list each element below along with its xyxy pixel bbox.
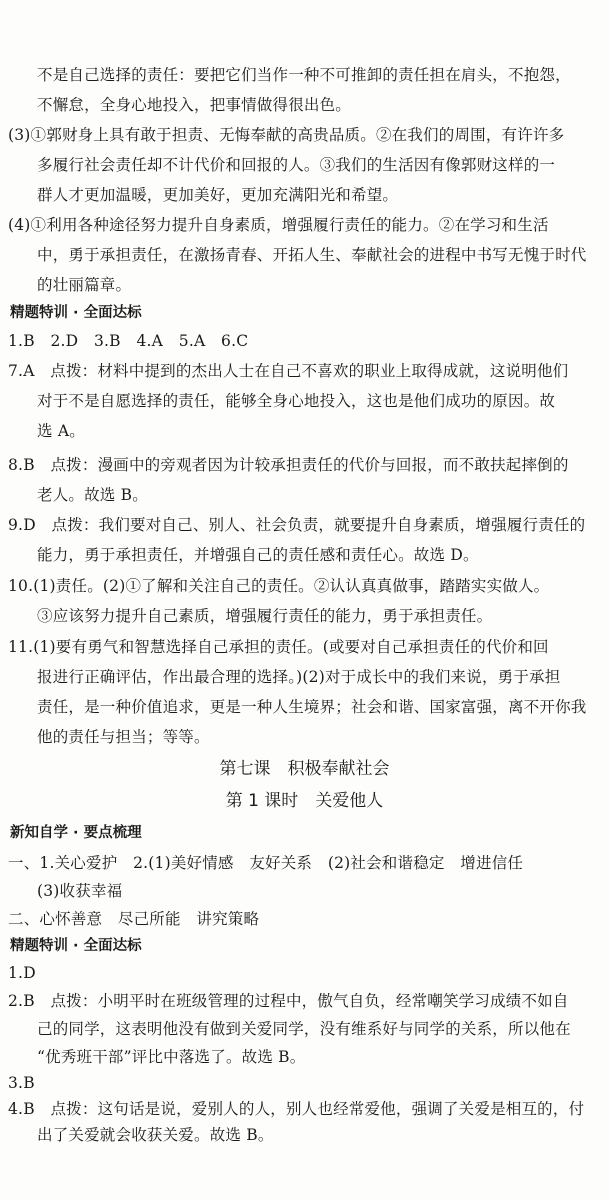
text-line: (3)收获幸福 <box>37 882 123 900</box>
section-heading: 新知自学 · 要点梳理 <box>10 825 142 841</box>
text-line: 群人才更加温暖，更加美好，更加充满阳光和希望。 <box>37 186 399 204</box>
text-line: 对于不是自愿选择的责任，能够全身心地投入，这也是他们成功的原因。故 <box>37 392 556 410</box>
text-line: 一、1.关心爱护 2.(1)美好情感 友好关系 (2)社会和谐稳定 增进信任 <box>8 854 524 872</box>
text-line: 1.B 2.D 3.B 4.A 5.A 6.C <box>8 332 249 350</box>
section-heading: 精题特训 · 全面达标 <box>10 938 142 954</box>
text-line: 3.B <box>8 1074 35 1092</box>
text-line: 老人。故选 B。 <box>37 486 148 504</box>
text-line: 的壮丽篇章。 <box>37 276 132 294</box>
text-line: 不懈怠，全身心地投入，把事情做得很出色。 <box>37 96 352 114</box>
text-line: 中，勇于承担责任，在激扬青春、开拓人生、奉献社会的进程中书写无愧于时代 <box>37 246 587 264</box>
text-line: 二、心怀善意 尽己所能 讲究策略 <box>8 910 260 928</box>
text-line: “优秀班干部”评比中落选了。故选 B。 <box>37 1048 306 1066</box>
text-line: 出了关爱就会收获关爱。故选 B。 <box>37 1126 274 1144</box>
text-line: 己的同学，这表明他没有做到关爱同学，没有维系好与同学的关系，所以他在 <box>37 1020 571 1038</box>
text-line: 10.(1)责任。(2)①了解和关注自己的责任。②认认真真做事，踏踏实实做人。 <box>8 577 550 595</box>
text-line: 7.A 点拨：材料中提到的杰出人士在自己不喜欢的职业上取得成就，这说明他们 <box>8 362 569 380</box>
lesson-title: 第 1 课时 关爱他人 <box>225 791 384 811</box>
text-line: 不是自己选择的责任：要把它们当作一种不可推卸的责任担在肩头，不抱怨， <box>37 66 571 84</box>
text-line: 9.D 点拨：我们要对自己、别人、社会负责，就要提升自身素质，增强履行责任的 <box>8 516 586 534</box>
text-line: 他的责任与担当；等等。 <box>37 728 210 746</box>
text-line: 能力，勇于承担责任，并增强自己的责任感和责任心。故选 D。 <box>37 546 479 564</box>
text-line: 11.(1)要有勇气和智慧选择自己承担的责任。(或要对自己承担责任的代价和回 <box>8 638 549 656</box>
text-line: 多履行社会责任却不计代价和回报的人。③我们的生活因有像郭财这样的一 <box>37 156 556 174</box>
text-line: 责任，是一种价值追求，更是一种人生境界；社会和谐、国家富强，离不开你我 <box>37 698 587 716</box>
text-line: 报进行正确评估，作出最合理的选择。)(2)对于成长中的我们来说，勇于承担 <box>37 668 561 686</box>
text-line: (3)①郭财身上具有敢于担责、无悔奉献的高贵品质。②在我们的周围，有许许多 <box>8 126 565 144</box>
text-line: 8.B 点拨：漫画中的旁观者因为计较承担责任的代价与回报，而不敢扶起摔倒的 <box>8 456 569 474</box>
chapter-title: 第七课 积极奉献社会 <box>219 759 390 779</box>
section-heading: 精题特训 · 全面达标 <box>10 305 142 321</box>
text-line: 1.D <box>8 964 36 982</box>
text-line: (4)①利用各种途径努力提升自身素质，增强履行责任的能力。②在学习和生活 <box>8 216 549 234</box>
text-line: ③应该努力提升自己素质，增强履行责任的能力，勇于承担责任。 <box>37 607 493 625</box>
text-line: 选 A。 <box>37 422 85 440</box>
text-line: 2.B 点拨：小明平时在班级管理的过程中，傲气自负，经常嘲笑学习成绩不如自 <box>8 992 569 1010</box>
text-line: 4.B 点拨：这句话是说，爱别人的人，别人也经常爱他，强调了关爱是相互的，付 <box>8 1100 585 1118</box>
